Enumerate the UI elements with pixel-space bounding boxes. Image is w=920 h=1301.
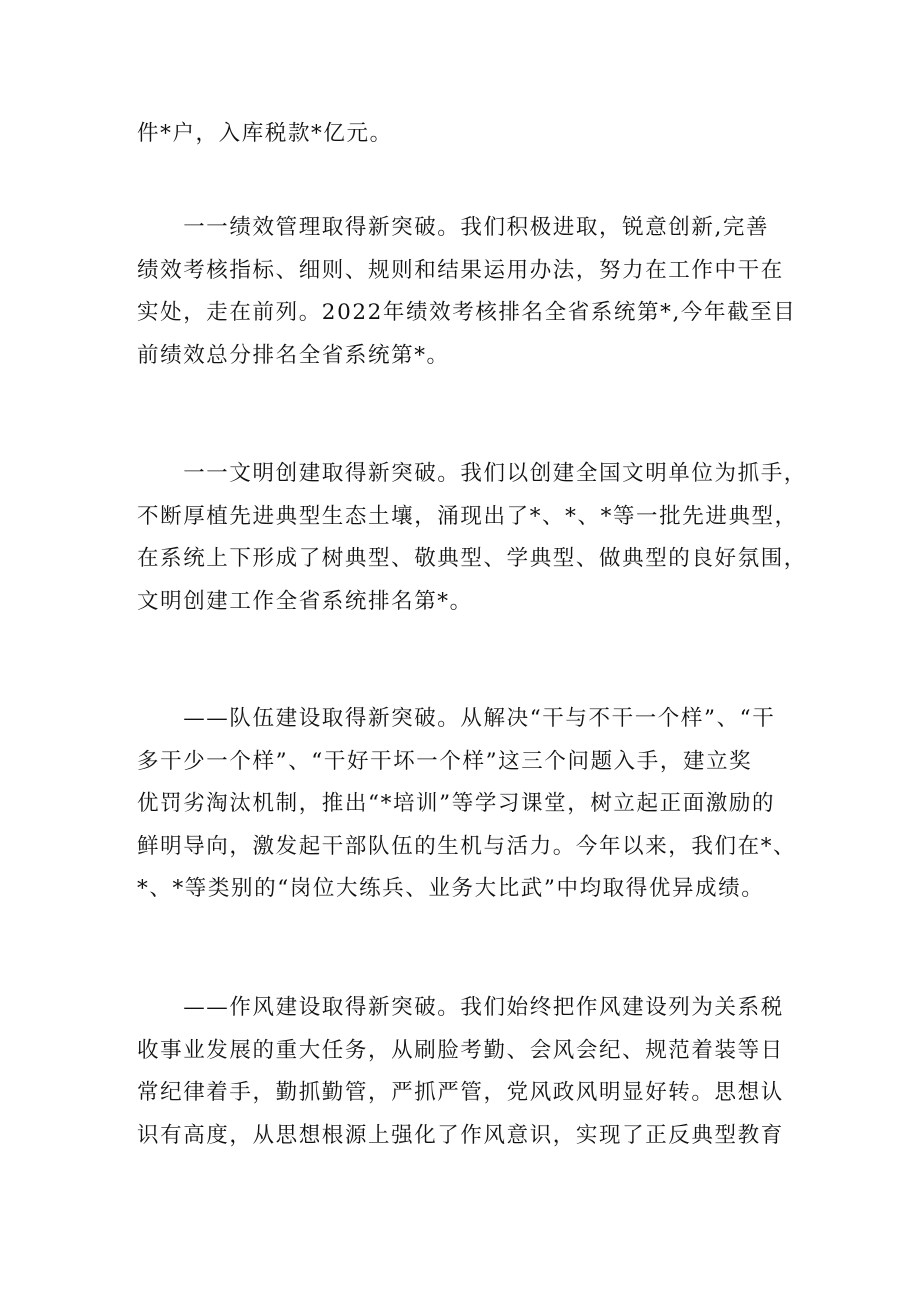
text-line: 文明创建工作全省系统排名第*。 [137,588,473,614]
text-line: 优罚劣淘汰机制，推出“*培训”等学习课堂，树立起正面激励的 [137,791,776,816]
text-line: 收事业发展的重大任务，从刷脸考勤、会风会纪、规范着装等日 [137,1037,784,1063]
text-line: 实处，走在前列。2022年绩效考核排名全省系统第*,今年截至目 [137,300,797,325]
paragraph-civilization-building [137,453,807,623]
text-line: 件*户，入库税款*亿元。 [137,121,393,146]
text-line: 不断厚植先进典型生态土壤，涌现出了*、*、*等一批先进典型， [137,503,798,529]
paragraph-performance-management [137,207,797,377]
text-line: *、*等类别的“岗位大练兵、业务大比武”中均取得优异成绩。 [137,876,765,901]
text-line: 一一绩效管理取得新突破。我们积极进取，锐意创新,完善 [137,215,770,240]
text-line: 前绩效总分排名全省系统第*。 [137,342,450,368]
text-line: 识有高度，从思想根源上强化了作风意识，实现了正反典型教育 [137,1122,784,1148]
text-line: ——作风建设取得新突破。我们始终把作风建设列为关系税 [137,995,784,1020]
paragraph-continuation [137,113,789,156]
text-line: 常纪律着手，勤抓勤管，严抓严管，党风政风明显好转。思想认 [137,1080,784,1105]
text-line: 多干少一个样”、“干好干坏一个样”这三个问题入手，建立奖 [137,748,753,774]
paragraph-work-style-building [137,987,789,1157]
text-line: 鲜明导向，激发起干部队伍的生机与活力。今年以来，我们在*、 [137,833,797,859]
text-line: 一一文明创建取得新突破。我们以创建全国文明单位为抓手， [137,461,807,486]
paragraph-team-building [137,698,797,911]
text-line: 在系统上下形成了树典型、敬典型、学典型、做典型的良好氛围， [137,546,807,571]
text-line: ——队伍建设取得新突破。从解决“干与不干一个样”、“干 [137,706,776,731]
text-line: 绩效考核指标、细则、规则和结果运用办法，努力在工作中干在 [137,257,784,283]
